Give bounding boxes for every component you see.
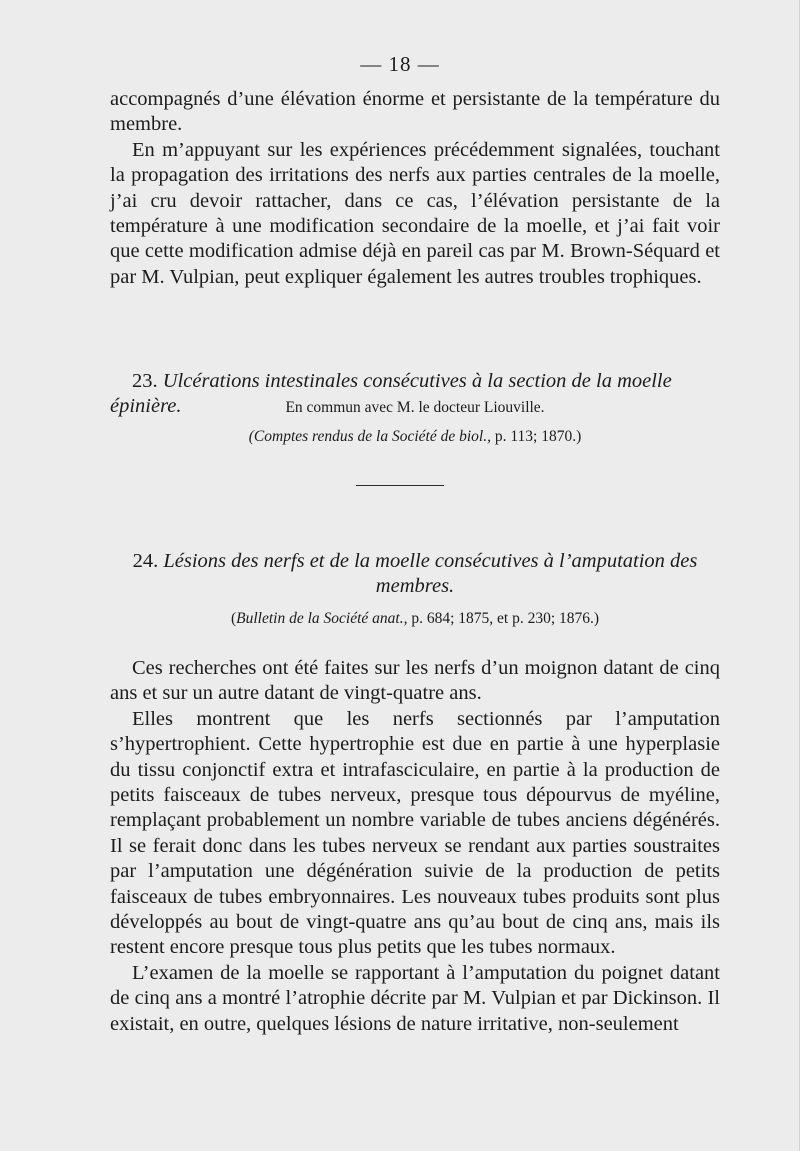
entry-number: 24.: [132, 550, 159, 572]
reference-open: (: [230, 610, 237, 627]
paragraph-block-top: [110, 87, 720, 290]
reference-journal: Bulletin de la Société anat.,: [236, 610, 408, 627]
reference-journal: (Comptes rendus de la Société de biol.,: [248, 428, 491, 445]
reference-pages: p. 684; 1875, et p. 230; 1876.): [407, 610, 600, 627]
entry-number: 23.: [132, 370, 158, 392]
paragraph: accompagnés d’une élévation énorme et persistante de la température du membre.: [110, 88, 720, 136]
entry-24-reference: [110, 609, 720, 629]
entry-24-heading: [110, 549, 720, 599]
entry-23-reference: [110, 427, 720, 447]
entry-title: Lésions des nerfs et de la moelle consécutives à l’amputation des membres.: [163, 550, 698, 597]
entry-23-coauthor: En commun avec M. le docteur Liouville.: [285, 399, 545, 416]
entry-title: Ulcérations intestinales consécutives à la section de la moelle épinière.: [110, 370, 672, 417]
section-divider: [356, 485, 444, 486]
paragraph: L’examen de la moelle se rapportant à l’amputation du poignet datant de cinq ans a montré l’atrophie décrite par M. Vulpian et par Dickinson. Il existait, en outre, quelques lésions de nature irritative, non-seulement: [110, 961, 720, 1035]
page-number: — 18 —: [360, 52, 440, 76]
paragraph: En m’appuyant sur les expériences précédemment signalées, touchant la propagation des irritations des nerfs aux parties centrales de la moelle, j’ai cru devoir rattacher, dans ce cas, l’élévation persistante de la température à une modification secondaire de la moelle, et j’ai fait voir que cette modification admise déjà en pareil cas par M. Brown-Séquard et par M. Vulpian, peut expliquer également les autres troubles trophiques.: [110, 138, 720, 288]
paragraph: Ces recherches ont été faites sur les nerfs d’un moignon datant de cinq ans et sur un autre datant de vingt-quatre ans.: [110, 657, 720, 705]
reference-pages: p. 113; 1870.): [490, 428, 582, 445]
paragraph: Elles montrent que les nerfs sectionnés par l’amputation s’hypertrophient. Cette hypertrophie est due en partie à une hyperplasie du tissu conjonctif extra et intrafasciculaire, en partie à la production de petits faisceaux de tubes nerveux, presque tous dépourvus de myéline, remplaçant probablement un nombre variable de tubes anciens dégénérés. Il se ferait donc dans les tubes nerveux se rendant aux parties soustraites par l’amputation une dégénération suivie de la production de petits faisceaux de tubes embryonnaires. Les nouveaux tubes produits sont plus développés au bout de vingt-quatre ans qu’au bout de cinq ans, mais ils restent encore presque tous plus petits que les tubes normaux.: [110, 707, 720, 959]
paragraph-block-bottom: [110, 656, 720, 1037]
